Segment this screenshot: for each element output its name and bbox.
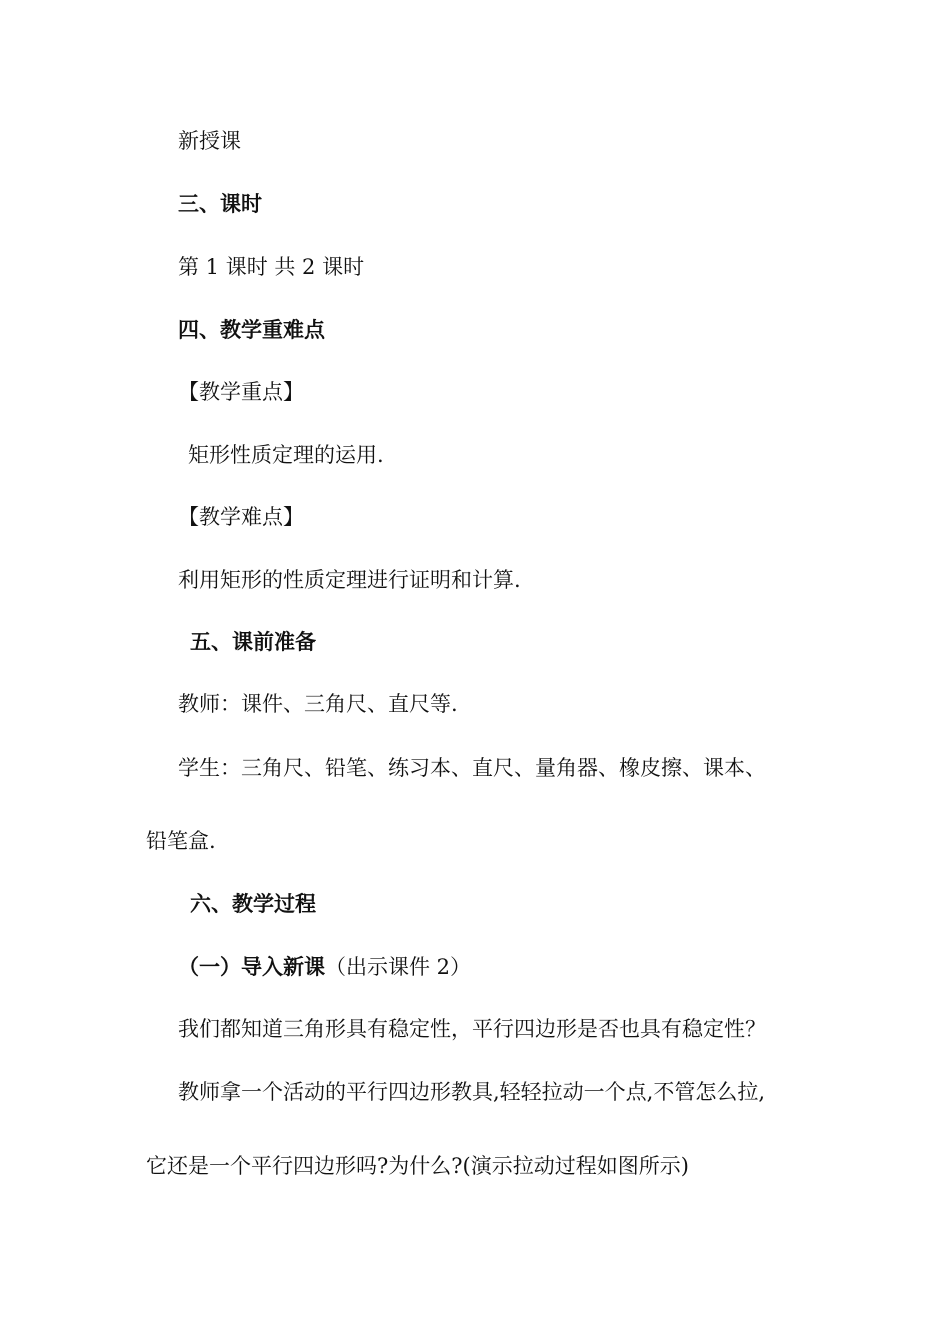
paragraph-demo-line-2: 它还是一个平行四边形吗?为什么?(演示拉动过程如图所示) (146, 1154, 689, 1178)
difficult-point-label: 【教学难点】 (178, 505, 304, 529)
lesson-type-text: 新授课 (178, 129, 241, 153)
student-preparation-line-2: 铅笔盒. (146, 829, 216, 853)
paragraph-demo-line-1: 教师拿一个活动的平行四边形教具,轻轻拉动一个点,不管怎么拉, (178, 1080, 766, 1104)
paragraph-stability-question: 我们都知道三角形具有稳定性，平行四边形是否也具有稳定性？ (178, 1017, 766, 1041)
key-point-text: 矩形性质定理的运用. (188, 443, 384, 467)
class-hours-text: 第 1 课时 共 2 课时 (178, 255, 365, 279)
teacher-preparation-text: 教师：课件、三角尺、直尺等. (178, 692, 458, 716)
student-preparation-line-1: 学生：三角尺、铅笔、练习本、直尺、量角器、橡皮擦、课本、 (178, 756, 766, 780)
key-point-label: 【教学重点】 (178, 380, 304, 404)
difficult-point-text: 利用矩形的性质定理进行证明和计算. (178, 568, 521, 592)
subsection-heading-introduction (178, 953, 471, 981)
section-heading-preparation: 五、课前准备 (190, 629, 316, 654)
section-heading-key-difficult-points: 四、教学重难点 (178, 317, 325, 342)
section-heading-teaching-process: 六、教学过程 (190, 891, 316, 916)
subsection-title: （一）导入新课 (178, 954, 325, 979)
subsection-note: （出示课件 2） (325, 955, 472, 979)
section-heading-class-hours: 三、课时 (178, 191, 262, 216)
